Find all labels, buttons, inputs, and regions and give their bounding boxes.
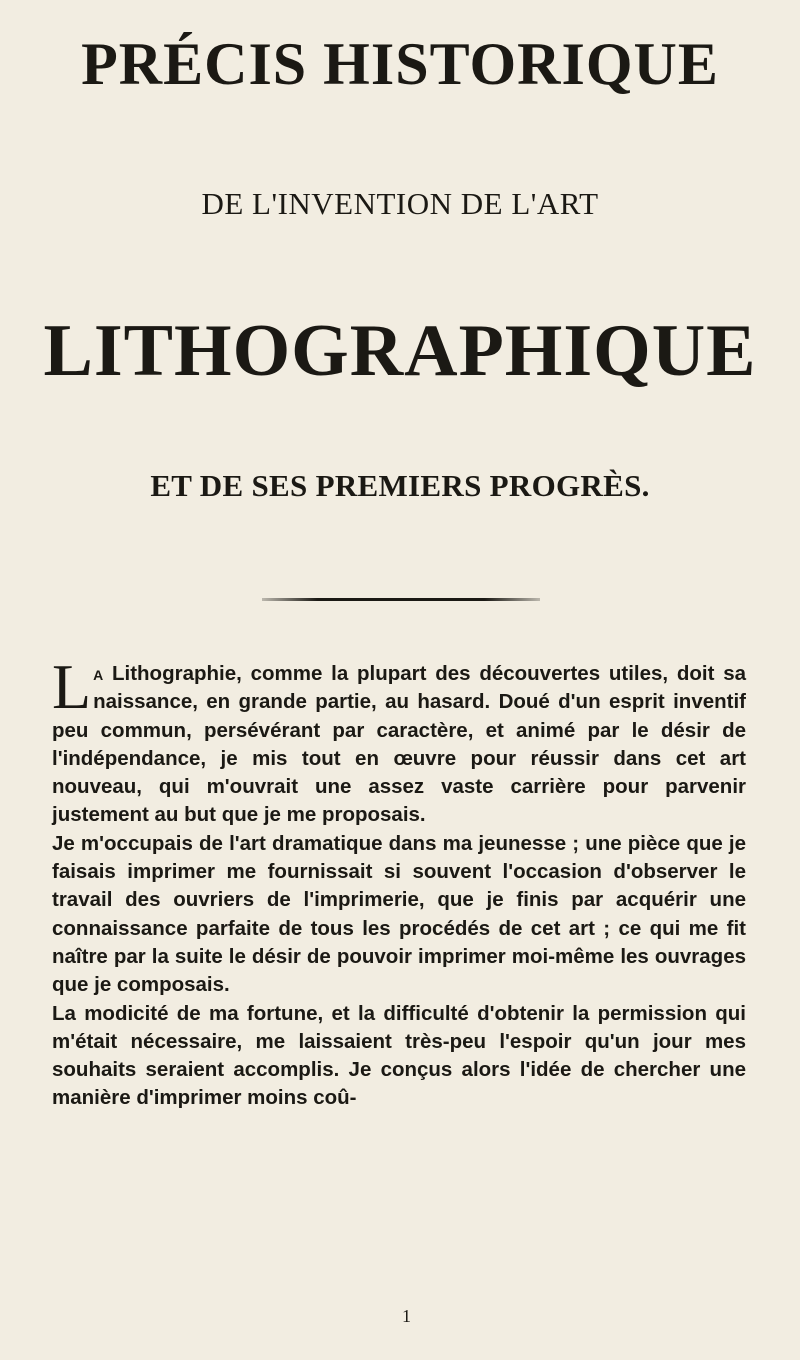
- paragraph-3: La modicité de ma fortune, et la difficulté d'obtenir la permission qui m'était nécessaire, me laissaient très-peu l'espoir qu'un jour mes souhaits seraient accomplis. Je conçus alors l'idée de chercher une manière d'imprimer moins coû-: [52, 1001, 746, 1110]
- title-line-lithographique: LITHOGRAPHIQUE: [43, 310, 757, 392]
- title-line-premiers-progres: ET DE SES PREMIERS PROGRÈS.: [150, 468, 650, 503]
- paragraph-1-text: Lithographie, comme la plupart des découvertes utiles, doit sa naissance, en grande partie, au hasard. Doué d'un esprit inventif peu commun, persévérant par caractère, et animé par le désir de l'indépendance, je mis tout en œuvre pour réussir dans cet art nouveau, qui m'ouvrait une assez vaste carrière pour parvenir justement au but que je me proposais.: [52, 662, 746, 827]
- title-line-precis-historique: PRÉCIS HISTORIQUE: [81, 31, 719, 97]
- title-line-invention: DE L'INVENTION DE L'ART: [201, 186, 599, 221]
- body-text: [52, 651, 746, 1113]
- first-word-rest: a: [93, 662, 104, 685]
- paragraph-1: [52, 651, 746, 830]
- section-divider-rule: [262, 598, 540, 601]
- drop-cap: L: [52, 651, 92, 722]
- page-number: 1: [402, 1306, 411, 1326]
- paragraph-2: Je m'occupais de l'art dramatique dans ma jeunesse ; une pièce que je faisais imprimer me fournissait si souvent l'occasion d'observer le travail des ouvriers de l'imprimerie, que je finis par acquérir une connaissance parfaite de tous les procédés de cet art ; ce qui me fit naître par la suite le désir de pouvoir imprimer moi-même les ouvrages que je composais.: [52, 831, 746, 997]
